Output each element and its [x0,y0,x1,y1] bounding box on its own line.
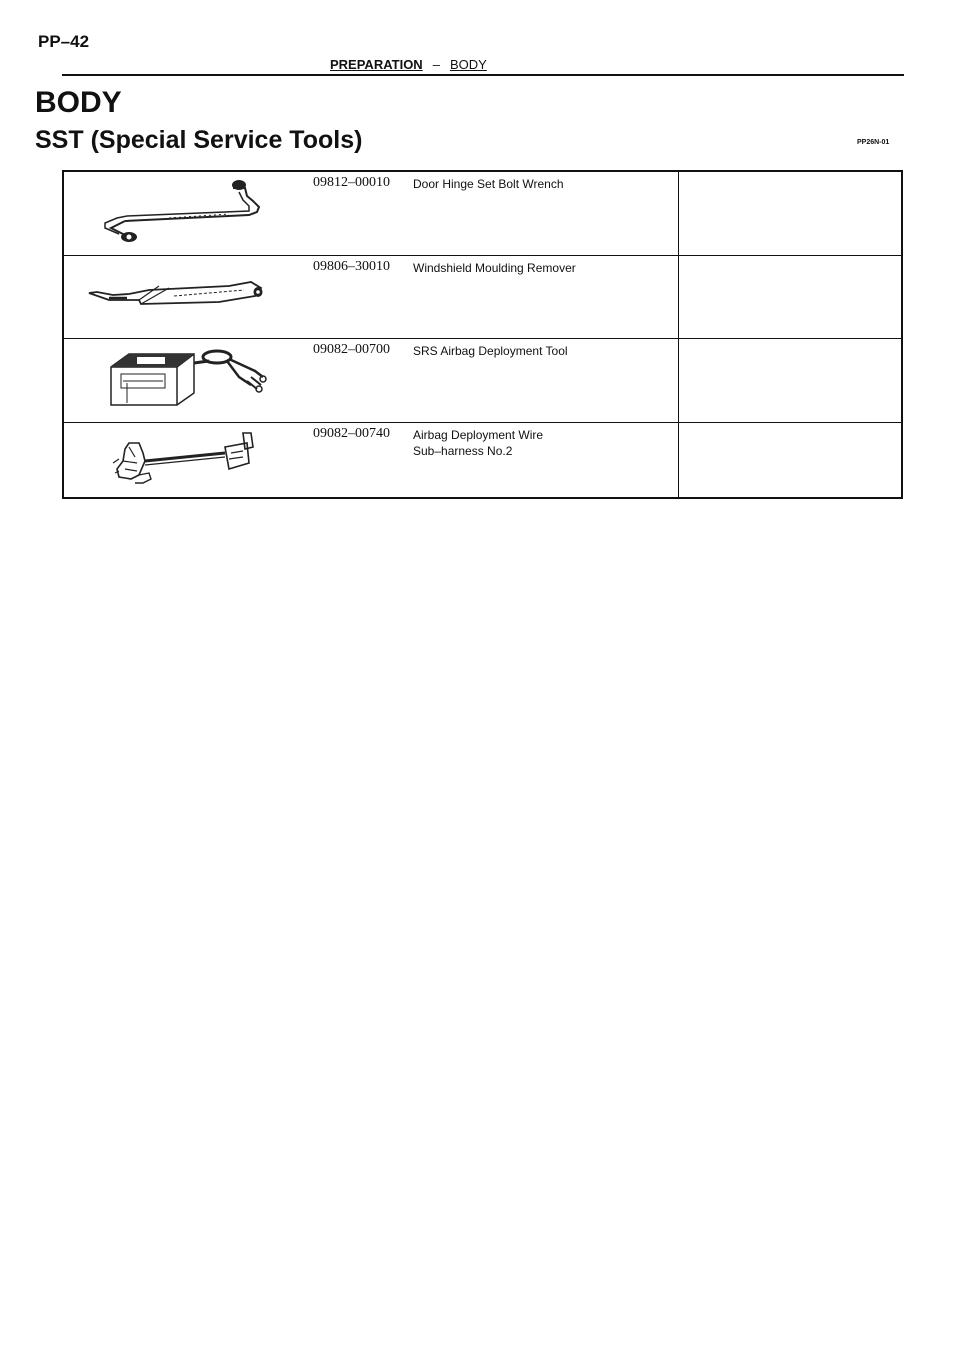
note-cell [678,172,902,255]
sst-table [62,170,903,499]
part-number: 09806–30010 [313,259,390,274]
table-row [64,423,901,499]
note-cell [678,256,902,338]
tool-name: SRS Airbag Deployment Tool [413,344,568,358]
running-header [330,57,487,72]
page-number: PP–42 [38,32,90,51]
section-title: BODY [35,86,122,119]
header-section: PREPARATION [330,57,423,72]
part-number: 09812–00010 [313,175,390,190]
tool-name: Airbag Deployment Wire Sub–harness No.2 [413,428,544,458]
table-row [64,256,901,339]
moulding-remover-icon [79,258,289,330]
wrench-icon [79,174,289,246]
tool-name: Windshield Moulding Remover [413,261,576,275]
doc-code: PP26N-01 [857,139,890,146]
table-row [64,172,901,256]
deployment-tool-icon [79,341,289,413]
header-subsection: BODY [449,57,487,72]
tool-name: Door Hinge Set Bolt Wrench [413,177,564,191]
table-row [64,339,901,423]
header-rule [62,74,904,76]
note-cell [678,423,902,499]
wire-harness-icon [79,425,289,497]
part-number: 09082–00700 [313,342,390,357]
section-subtitle: SST (Special Service Tools) [35,126,363,154]
note-cell [678,339,902,422]
part-number: 09082–00740 [313,426,390,441]
header-separator: – [432,57,440,72]
